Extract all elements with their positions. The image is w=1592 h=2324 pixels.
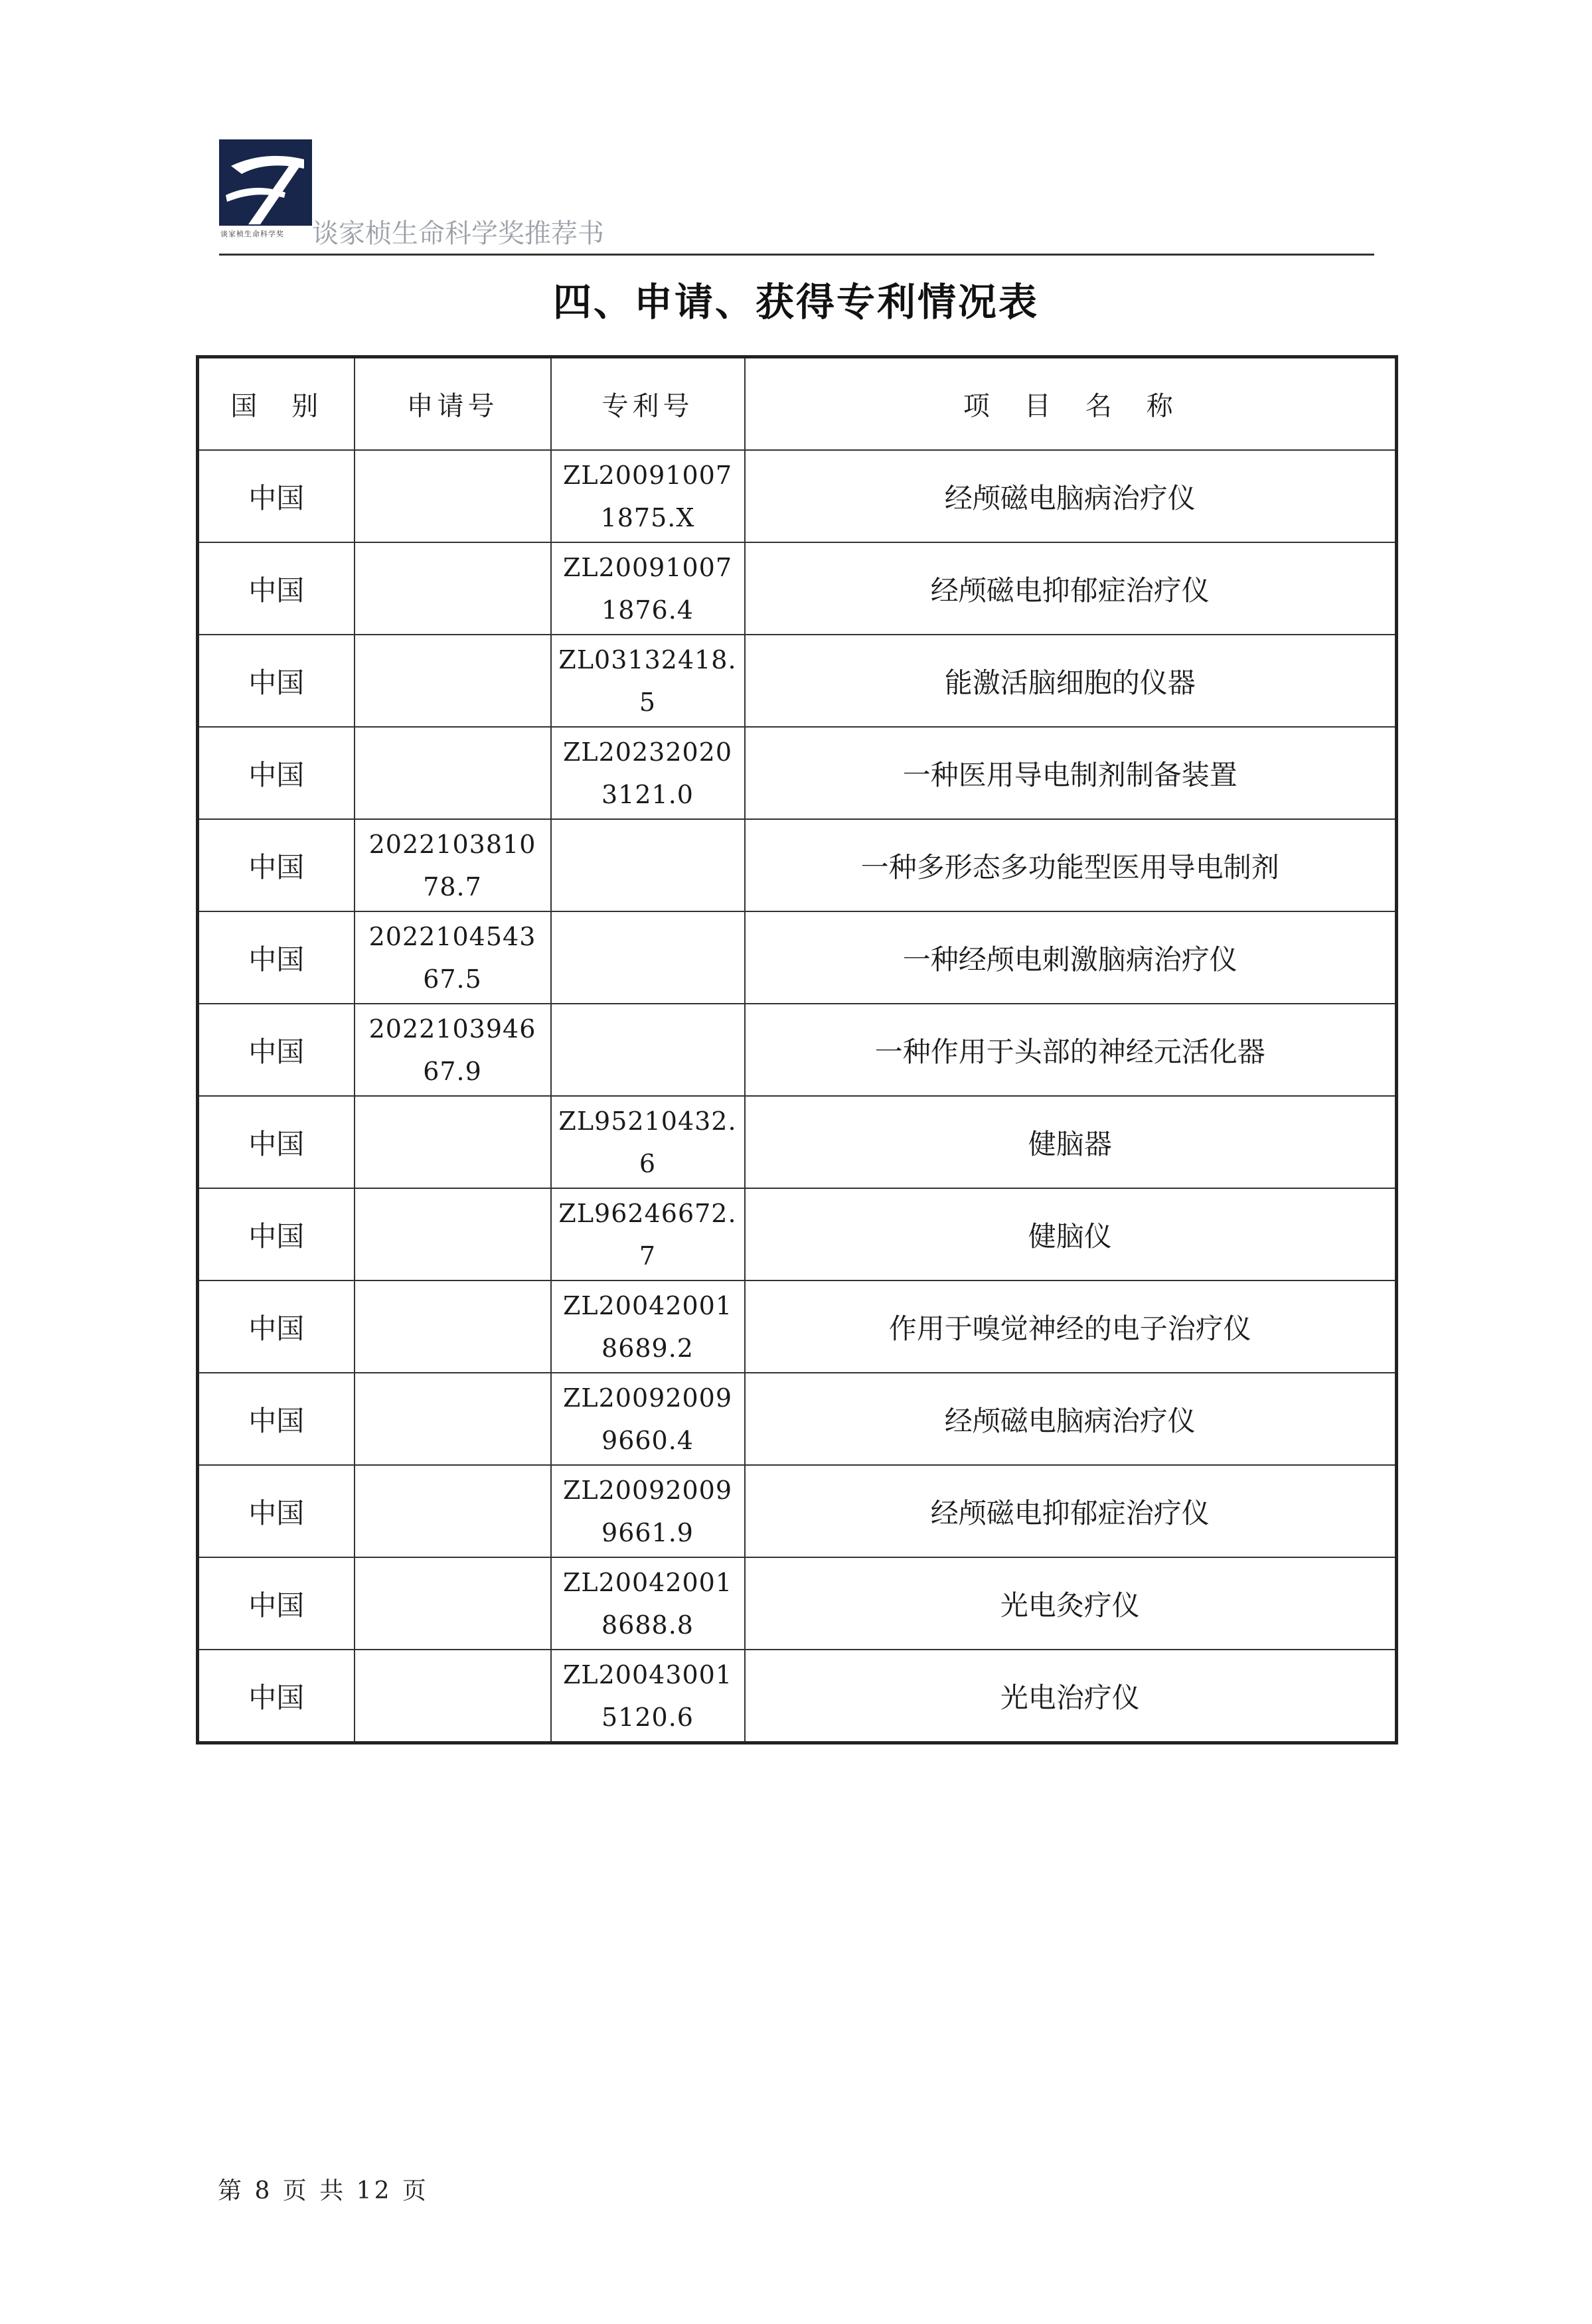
project-name-cell: 一种经颅电刺激脑病治疗仪	[745, 911, 1397, 1004]
table-row	[198, 1188, 1397, 1280]
project-name-cell: 经颅磁电脑病治疗仪	[745, 1373, 1397, 1465]
project-name-cell: 光电治疗仪	[745, 1650, 1397, 1743]
section-title: 四、申请、获得专利情况表	[552, 279, 1039, 325]
column-header-application-no: 申请号	[355, 357, 551, 451]
column-header-patent-no: 专利号	[551, 357, 745, 451]
project-name-cell: 经颅磁电抑郁症治疗仪	[745, 1465, 1397, 1557]
patent-table-body	[198, 450, 1397, 1743]
application-no-cell: 202210454367.5	[355, 911, 551, 1004]
header-divider	[219, 254, 1374, 256]
country-cell: 中国	[198, 727, 355, 819]
table-row	[198, 450, 1397, 542]
table-header-row	[198, 357, 1397, 451]
award-logo-icon	[219, 139, 312, 239]
patent-no-cell: ZL200430015120.6	[551, 1650, 745, 1743]
table-row	[198, 727, 1397, 819]
application-no-cell	[355, 1188, 551, 1280]
patent-table	[196, 355, 1398, 1744]
project-name-cell: 光电灸疗仪	[745, 1557, 1397, 1650]
project-name-cell: 经颅磁电脑病治疗仪	[745, 450, 1397, 542]
application-no-cell	[355, 542, 551, 635]
patent-no-cell	[551, 1004, 745, 1096]
patent-no-cell: ZL200920099660.4	[551, 1373, 745, 1465]
patent-no-cell: ZL200910071875.X	[551, 450, 745, 542]
application-no-cell	[355, 1096, 551, 1188]
project-name-cell: 一种医用导电制剂制备装置	[745, 727, 1397, 819]
document-header	[219, 139, 1374, 256]
table-row	[198, 911, 1397, 1004]
column-header-country: 国 别	[198, 357, 355, 451]
patent-no-cell: ZL202320203121.0	[551, 727, 745, 819]
application-no-cell	[355, 1557, 551, 1650]
country-cell: 中国	[198, 450, 355, 542]
logo-caption: 谈家桢生命科学奖	[220, 230, 284, 238]
column-header-project-name: 项 目 名 称	[745, 357, 1397, 451]
application-no-cell	[355, 1280, 551, 1373]
table-row	[198, 1465, 1397, 1557]
patent-no-cell	[551, 819, 745, 911]
table-row	[198, 635, 1397, 727]
table-row	[198, 1557, 1397, 1650]
country-cell: 中国	[198, 1280, 355, 1373]
patent-no-cell: ZL96246672.7	[551, 1188, 745, 1280]
brand-title: 谈家桢生命科学奖推荐书	[312, 218, 604, 249]
project-name-cell: 经颅磁电抑郁症治疗仪	[745, 542, 1397, 635]
application-no-cell	[355, 1465, 551, 1557]
project-name-cell: 作用于嗅觉神经的电子治疗仪	[745, 1280, 1397, 1373]
country-cell: 中国	[198, 1557, 355, 1650]
country-cell: 中国	[198, 1373, 355, 1465]
table-row	[198, 542, 1397, 635]
country-cell: 中国	[198, 635, 355, 727]
application-no-cell	[355, 1650, 551, 1743]
country-cell: 中国	[198, 1188, 355, 1280]
table-row	[198, 1373, 1397, 1465]
project-name-cell: 健脑器	[745, 1096, 1397, 1188]
application-no-cell: 202210381078.7	[355, 819, 551, 911]
table-row	[198, 1280, 1397, 1373]
project-name-cell: 健脑仪	[745, 1188, 1397, 1280]
patent-no-cell: ZL03132418.5	[551, 635, 745, 727]
patent-no-cell: ZL200920099661.9	[551, 1465, 745, 1557]
patent-no-cell: ZL200420018689.2	[551, 1280, 745, 1373]
application-no-cell: 202210394667.9	[355, 1004, 551, 1096]
patent-no-cell	[551, 911, 745, 1004]
country-cell: 中国	[198, 911, 355, 1004]
application-no-cell	[355, 450, 551, 542]
project-name-cell: 能激活脑细胞的仪器	[745, 635, 1397, 727]
application-no-cell	[355, 727, 551, 819]
country-cell: 中国	[198, 1004, 355, 1096]
table-row	[198, 1650, 1397, 1743]
country-cell: 中国	[198, 1650, 355, 1743]
project-name-cell: 一种作用于头部的神经元活化器	[745, 1004, 1397, 1096]
country-cell: 中国	[198, 1096, 355, 1188]
country-cell: 中国	[198, 1465, 355, 1557]
table-row	[198, 819, 1397, 911]
application-no-cell	[355, 635, 551, 727]
country-cell: 中国	[198, 819, 355, 911]
project-name-cell: 一种多形态多功能型医用导电制剂	[745, 819, 1397, 911]
table-row	[198, 1004, 1397, 1096]
table-row	[198, 1096, 1397, 1188]
patent-no-cell: ZL200420018688.8	[551, 1557, 745, 1650]
page-number: 第 8 页 共 12 页	[218, 2177, 429, 2205]
patent-no-cell: ZL200910071876.4	[551, 542, 745, 635]
application-no-cell	[355, 1373, 551, 1465]
country-cell: 中国	[198, 542, 355, 635]
patent-no-cell: ZL95210432.6	[551, 1096, 745, 1188]
